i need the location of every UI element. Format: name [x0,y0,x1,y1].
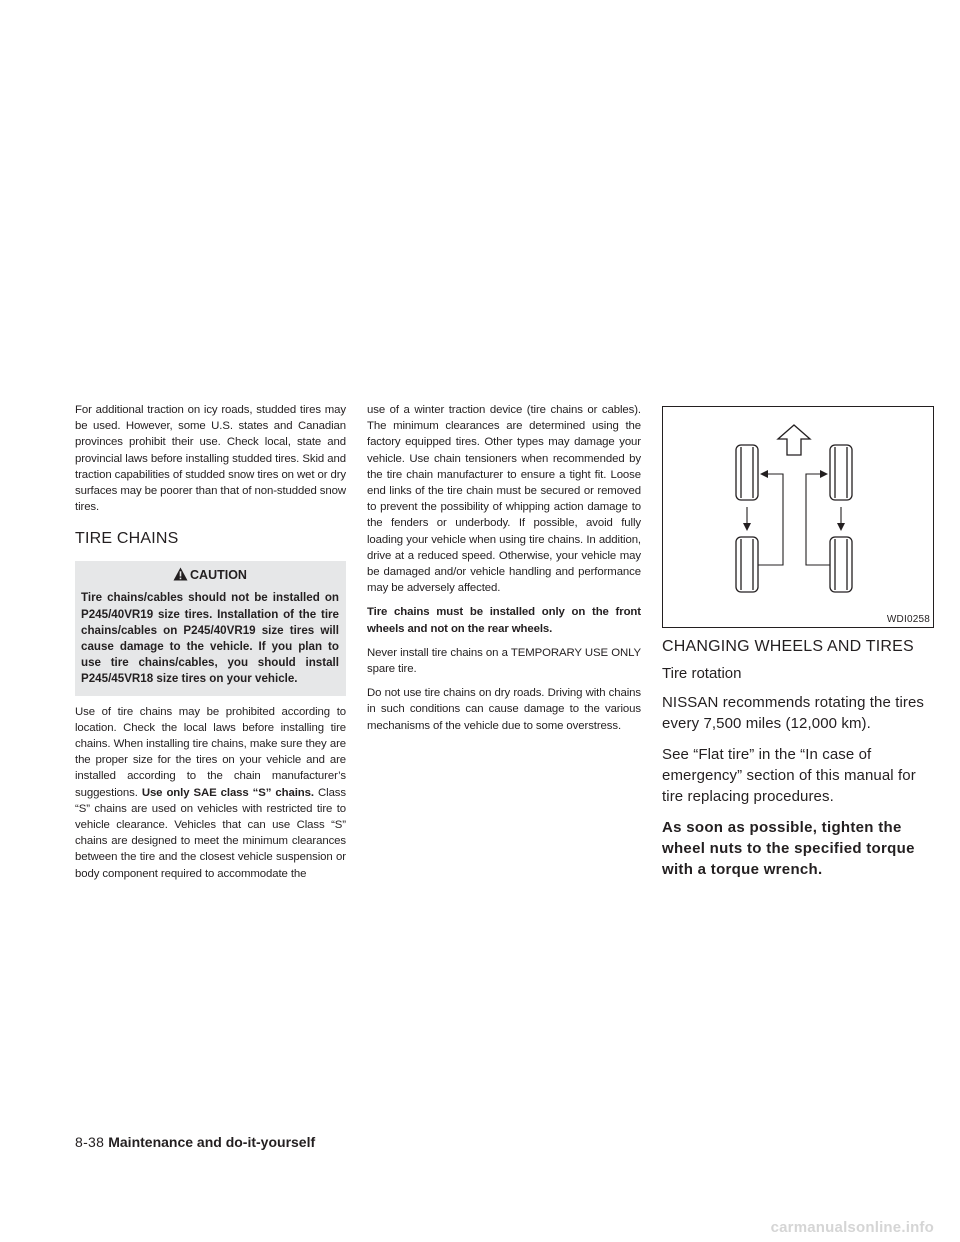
torque-warning: As soon as possible, tighten the wheel nuts to the specified torque with a torque wrench. [662,819,915,878]
chains-text-continued: Class “S” chains are used on vehicles with restricted tire to vehicle clearance. Vehicles that can use Class “S” chains are designed to meet the minimum clearances between the tire and the closest vehicle suspension or body component required to accommodate the [75,786,346,880]
watermark: carmanualsonline.info [770,1219,934,1236]
caution-text: Tire chains/cables should not be installed on P245/40VR19 size tires. Installation of the tire chains/cables on P245/40VR19 size tires will cause damage to the vehicle. If you plan to use tire chains/cables, you should install P245/45VR18 size tires on your vehicle. [81,591,339,686]
chains-text: Use of tire chains may be prohibited according to location. Check the local laws before installing tire chains. When installing tire chains, make sure they are the proper size for the tires on your vehicle and are installed according to the chain manufacturer’s suggestions. [75,705,346,799]
caution-box [75,561,346,695]
front-wheels-warning: Tire chains must be installed only on the front wheels and not on the rear wheels. [367,606,641,635]
rear-right-tire [830,537,852,592]
dry-roads-paragraph: Do not use tire chains on dry roads. Driving with chains in such conditions can cause damage to the various mechanisms of the vehicle due to some overstress. [367,687,641,732]
forward-direction-arrow [778,425,810,455]
chains-paragraph [75,704,346,882]
winter-traction-paragraph: use of a winter traction device (tire chains or cables). The minimum clearances are determined using the factory equipped tires. Other types may damage your vehicle. Use chain tensioners when recommended by the tire chain manufacturer to ensure a tight fit. Loose end links of the tire chain must be secured or removed to prevent the possibility of whipping action damage to the fenders or underbody. If possible, avoid fully loading your vehicle when using tire chains. In addition, drive at a reduced speed. Otherwise, your vehicle may be damaged and/or vehicle handling and performance may be adversely affected. [367,404,641,595]
changing-wheels-heading: CHANGING WHEELS AND TIRES [662,638,914,655]
right-column [662,402,934,880]
tire-rotation-subheading: Tire rotation [662,665,742,682]
warning-triangle-icon [173,567,188,581]
middle-column [367,402,641,734]
tire-rotation-diagram [662,406,934,628]
flat-tire-reference-paragraph: See “Flat tire” in the “In case of emergency” section of this manual for tire replacing procedures. [662,746,916,805]
page-footer [75,1134,315,1150]
caution-label: CAUTION [190,568,247,583]
chapter-title: Maintenance and do-it-yourself [108,1134,316,1150]
sae-class-s-emphasis: Use only SAE class “S” chains. [141,786,314,799]
page-number: 8-38 [75,1134,105,1150]
figure-code: WDI0258 [886,614,930,625]
tire-chains-heading: TIRE CHAINS [75,530,179,548]
front-right-tire [830,445,852,500]
arrow-head-to-front-left [760,470,768,478]
arrow-head-to-front-right [820,470,828,478]
studded-tires-paragraph: For additional traction on icy roads, studded tires may be used. However, some U.S. states and Canadian provinces prohibit their use. Check local, state and provincial laws before installing studded tires. Skid and traction capabilities of studded snow tires on wet or dry surfaces may be poorer than that of non-studded snow tires. [75,404,346,514]
caution-header [81,567,339,583]
arrow-head-left-down [743,523,751,531]
front-left-tire [736,445,758,500]
rear-left-tire [736,537,758,592]
rotation-interval-paragraph: NISSAN recommends rotating the tires every 7,500 miles (12,000 km). [662,694,925,732]
tire-rotation-illustration [663,407,933,627]
spare-tire-paragraph: Never install tire chains on a TEMPORARY USE ONLY spare tire. [367,646,641,676]
arrow-head-right-down [837,523,845,531]
left-column [75,402,346,882]
